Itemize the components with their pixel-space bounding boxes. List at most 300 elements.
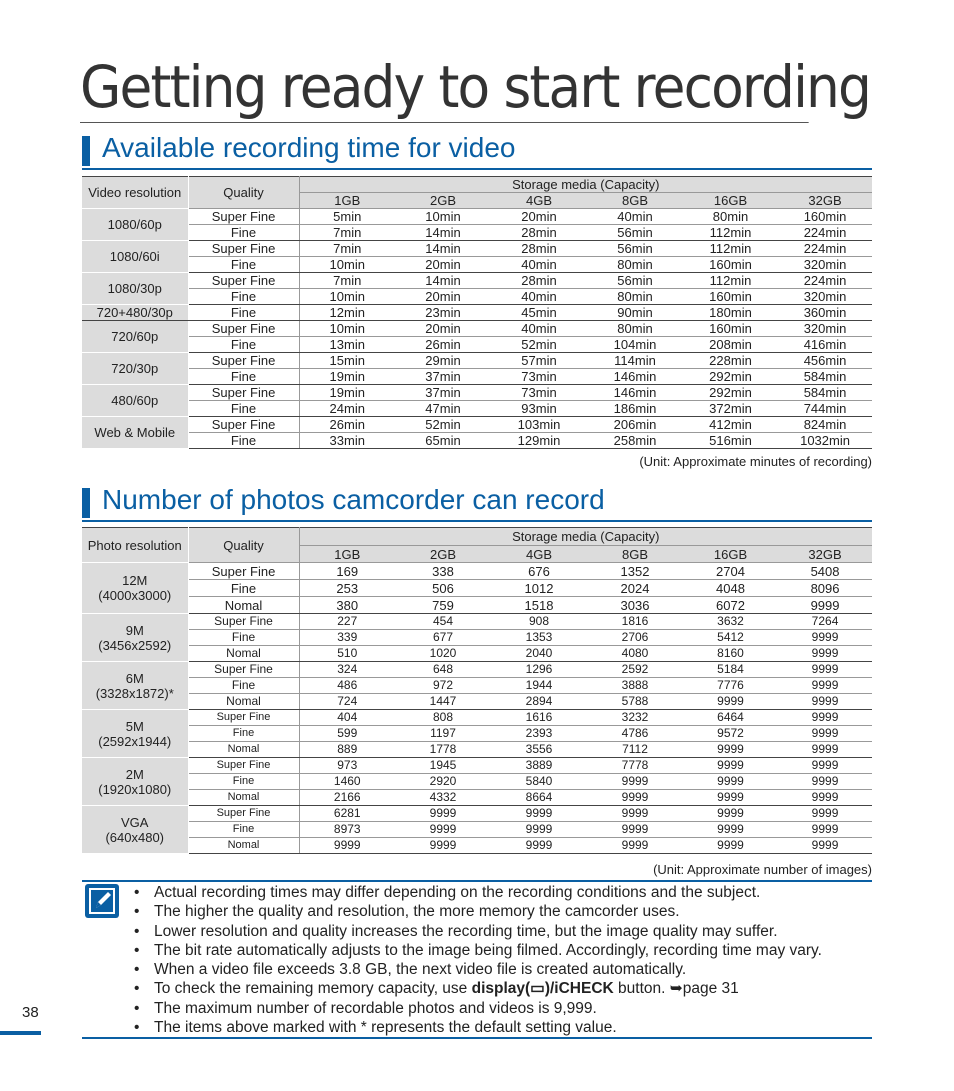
resolution-cell [82,241,188,273]
value-cell: 2894 [491,694,587,710]
resolution-label: 5M [125,718,144,734]
value-cell: 292min [683,369,778,385]
value-cell: 180min [683,305,778,321]
value-cell: 224min [778,273,872,289]
quality-cell: Fine [188,289,299,305]
quality-cell: Super Fine [188,353,299,369]
col-header-capacity: 8GB [587,546,683,563]
value-cell: 486 [299,678,395,694]
quality-cell: Fine [188,678,299,694]
value-cell: 160min [683,257,778,273]
value-cell: 9999 [778,726,872,742]
page-reference: button. ➥page 31 [613,980,739,998]
table-row [82,822,872,838]
table-row [82,257,872,273]
table-row [82,758,872,774]
value-cell: 9999 [683,822,778,838]
table-row [82,678,872,694]
quality-cell: Fine [188,369,299,385]
resolution-dimensions: (3456x2592) [98,637,172,653]
value-cell: 112min [683,225,778,241]
notes-list [132,883,872,1037]
value-cell: 20min [491,209,587,225]
resolution-label: 12M [122,573,148,588]
memory-note-text: To check the remaining memory capacity, use [154,980,472,998]
value-cell: 4080 [587,646,683,662]
value-cell: 9999 [778,678,872,694]
value-cell: 9999 [683,742,778,758]
video-section-heading [82,134,872,170]
value-cell: 14min [395,241,491,257]
value-cell: 324 [299,662,395,678]
resolution-dimensions: (2592x1944) [98,733,172,749]
value-cell: 186min [587,401,683,417]
value-cell: 40min [491,321,587,337]
table-row [82,225,872,241]
value-cell: 7112 [587,742,683,758]
resolution-label: 720/30p [111,361,159,376]
value-cell: 1032min [778,433,872,449]
value-cell: 9999 [587,806,683,822]
table-row [82,597,872,614]
quality-cell: Super Fine [188,710,299,726]
table-row [82,774,872,790]
value-cell: 648 [395,662,491,678]
value-cell: 9999 [683,758,778,774]
value-cell: 7776 [683,678,778,694]
value-cell: 8973 [299,822,395,838]
resolution-cell [82,563,188,614]
value-cell: 90min [587,305,683,321]
quality-cell: Fine [188,630,299,646]
value-cell: 224min [778,241,872,257]
value-cell: 4786 [587,726,683,742]
value-cell: 5408 [778,563,872,580]
resolution-label: Web & Mobile [94,425,176,440]
value-cell: 112min [683,241,778,257]
value-cell: 3036 [587,597,683,614]
col-header-capacity: 32GB [778,193,872,209]
video-unit-note: (Unit: Approximate minutes of recording) [639,454,872,469]
quality-cell: Nomal [188,646,299,662]
value-cell: 2040 [491,646,587,662]
col-header-capacity: 16GB [683,193,778,209]
resolution-cell [82,758,188,806]
value-cell: 9572 [683,726,778,742]
value-cell: 4048 [683,580,778,597]
value-cell: 206min [587,417,683,433]
value-cell: 3889 [491,758,587,774]
quality-cell: Fine [188,774,299,790]
value-cell: 10min [395,209,491,225]
value-cell: 2706 [587,630,683,646]
value-cell: 57min [491,353,587,369]
value-cell: 320min [778,289,872,305]
table-row [82,401,872,417]
value-cell: 677 [395,630,491,646]
photo-section-heading [82,486,872,522]
quality-cell: Super Fine [188,273,299,289]
resolution-label: 2M [125,766,144,782]
value-cell: 908 [491,614,587,630]
value-cell: 56min [587,225,683,241]
quality-cell: Nomal [188,742,299,758]
value-cell: 584min [778,369,872,385]
value-cell: 320min [778,257,872,273]
value-cell: 454 [395,614,491,630]
table-row [82,646,872,662]
value-cell: 6464 [683,710,778,726]
note-item: • The maximum number of recordable photos and videos is 9,999. [132,999,872,1018]
note-pencil-icon [85,884,119,918]
quality-cell: Super Fine [188,385,299,401]
value-cell: 93min [491,401,587,417]
value-cell: 9999 [778,597,872,614]
resolution-cell [82,385,188,417]
value-cell: 24min [299,401,395,417]
col-header-capacity: 8GB [587,193,683,209]
table-row [82,433,872,449]
value-cell: 56min [587,241,683,257]
photo-count-table [82,527,872,854]
resolution-label: 6M [125,670,144,686]
value-cell: 103min [491,417,587,433]
value-cell: 360min [778,305,872,321]
value-cell: 29min [395,353,491,369]
value-cell: 292min [683,385,778,401]
value-cell: 2704 [683,563,778,580]
photo-heading-text: Number of photos camcorder can record [102,484,605,515]
value-cell: 676 [491,563,587,580]
resolution-label: 720+480/30p [96,305,173,320]
quality-cell: Nomal [188,790,299,806]
value-cell: 404 [299,710,395,726]
header-row [82,528,872,546]
value-cell: 9999 [778,822,872,838]
value-cell: 1778 [395,742,491,758]
resolution-cell [82,614,188,662]
video-recording-time-table [82,176,872,449]
quality-cell: Nomal [188,838,299,854]
table-row [82,241,872,257]
table-row [82,694,872,710]
col-header-storage: Storage media (Capacity) [299,528,872,546]
value-cell: 1460 [299,774,395,790]
value-cell: 759 [395,597,491,614]
resolution-label: 1080/30p [107,281,162,296]
value-cell: 104min [587,337,683,353]
col-header-capacity: 2GB [395,546,491,563]
value-cell: 9999 [778,774,872,790]
value-cell: 9999 [778,790,872,806]
value-cell: 9999 [778,758,872,774]
value-cell: 28min [491,273,587,289]
value-cell: 169 [299,563,395,580]
resolution-label: 1080/60i [109,249,160,264]
value-cell: 2166 [299,790,395,806]
value-cell: 9999 [395,838,491,854]
quality-cell: Fine [188,822,299,838]
value-cell: 9999 [299,838,395,854]
value-cell: 14min [395,273,491,289]
value-cell: 23min [395,305,491,321]
value-cell: 972 [395,678,491,694]
resolution-cell [82,209,188,241]
value-cell: 20min [395,257,491,273]
value-cell: 1518 [491,597,587,614]
value-cell: 9999 [587,838,683,854]
note-divider-top [82,880,872,882]
resolution-cell [82,662,188,710]
value-cell: 506 [395,580,491,597]
value-cell: 2393 [491,726,587,742]
resolution-label: 9M [125,622,144,638]
display-icheck-button-label: display(▭)/iCHECK [471,980,614,998]
table-row [82,563,872,580]
value-cell: 1020 [395,646,491,662]
value-cell: 339 [299,630,395,646]
video-heading-text: Available recording time for video [102,132,516,163]
value-cell: 37min [395,385,491,401]
value-cell: 9999 [491,806,587,822]
col-header-capacity: 32GB [778,546,872,563]
quality-cell: Fine [188,225,299,241]
value-cell: 40min [587,209,683,225]
value-cell: 5412 [683,630,778,646]
quality-cell: Super Fine [188,209,299,225]
note-item: • The higher the quality and resolution, the more memory the camcorder uses. [132,902,872,921]
value-cell: 9999 [778,646,872,662]
value-cell: 12min [299,305,395,321]
col-header-capacity: 4GB [491,193,587,209]
col-header-capacity: 16GB [683,546,778,563]
table-row [82,417,872,433]
quality-cell: Super Fine [188,758,299,774]
page-number-bar [0,1031,41,1035]
value-cell: 3556 [491,742,587,758]
resolution-cell [82,273,188,305]
value-cell: 56min [587,273,683,289]
heading-bar [82,136,90,166]
quality-cell: Fine [188,401,299,417]
col-header-storage: Storage media (Capacity) [299,177,872,193]
col-header-quality: Quality [188,177,299,209]
value-cell: 8664 [491,790,587,806]
page-title: Getting ready to start recording [80,53,871,121]
value-cell: 146min [587,385,683,401]
value-cell: 724 [299,694,395,710]
value-cell: 372min [683,401,778,417]
value-cell: 7min [299,225,395,241]
value-cell: 2024 [587,580,683,597]
resolution-cell [82,353,188,385]
value-cell: 4332 [395,790,491,806]
value-cell: 129min [491,433,587,449]
note-item: • The bit rate automatically adjusts to the image being filmed. Accordingly, recording time may vary. [132,941,872,960]
value-cell: 228min [683,353,778,369]
col-header-capacity: 1GB [299,546,395,563]
value-cell: 28min [491,225,587,241]
value-cell: 9999 [683,838,778,854]
resolution-label: 1080/60p [107,217,162,232]
value-cell: 889 [299,742,395,758]
value-cell: 160min [683,321,778,337]
note-divider-bottom [82,1037,872,1039]
note-item: • When a video file exceeds 3.8 GB, the next video file is created automatically. [132,960,872,979]
value-cell: 9999 [778,662,872,678]
quality-cell: Fine [188,305,299,321]
value-cell: 15min [299,353,395,369]
value-cell: 20min [395,289,491,305]
value-cell: 5840 [491,774,587,790]
value-cell: 320min [778,321,872,337]
col-header-resolution: Video resolution [82,177,188,209]
value-cell: 338 [395,563,491,580]
resolution-cell [82,417,188,449]
quality-cell: Fine [188,580,299,597]
resolution-label: VGA [121,814,149,830]
value-cell: 1944 [491,678,587,694]
value-cell: 9999 [683,806,778,822]
value-cell: 9999 [778,806,872,822]
value-cell: 9999 [587,774,683,790]
table-row [82,726,872,742]
value-cell: 416min [778,337,872,353]
value-cell: 5184 [683,662,778,678]
value-cell: 7264 [778,614,872,630]
value-cell: 9999 [491,838,587,854]
quality-cell: Super Fine [188,241,299,257]
table-row [82,385,872,401]
value-cell: 1296 [491,662,587,678]
value-cell: 227 [299,614,395,630]
value-cell: 3888 [587,678,683,694]
value-cell: 9999 [395,806,491,822]
value-cell: 19min [299,385,395,401]
photo-unit-note: (Unit: Approximate number of images) [653,862,872,877]
value-cell: 52min [395,417,491,433]
value-cell: 9999 [587,790,683,806]
table-row [82,580,872,597]
value-cell: 9999 [683,694,778,710]
value-cell: 114min [587,353,683,369]
value-cell: 208min [683,337,778,353]
value-cell: 6281 [299,806,395,822]
note-item: • The items above marked with * represents the default setting value. [132,1018,872,1037]
value-cell: 73min [491,385,587,401]
value-cell: 456min [778,353,872,369]
value-cell: 6072 [683,597,778,614]
resolution-cell [82,305,188,321]
table-row [82,806,872,822]
value-cell: 73min [491,369,587,385]
value-cell: 412min [683,417,778,433]
value-cell: 744min [778,401,872,417]
value-cell: 1352 [587,563,683,580]
value-cell: 2920 [395,774,491,790]
quality-cell: Fine [188,726,299,742]
value-cell: 5min [299,209,395,225]
quality-cell: Nomal [188,597,299,614]
table-row [82,790,872,806]
value-cell: 599 [299,726,395,742]
value-cell: 65min [395,433,491,449]
value-cell: 10min [299,257,395,273]
resolution-label: 720/60p [111,329,159,344]
quality-cell: Fine [188,337,299,353]
value-cell: 160min [778,209,872,225]
table-row [82,369,872,385]
quality-cell: Super Fine [188,563,299,580]
value-cell: 516min [683,433,778,449]
value-cell: 28min [491,241,587,257]
resolution-cell [82,321,188,353]
resolution-label: 480/60p [111,393,159,408]
value-cell: 9999 [778,630,872,646]
value-cell: 26min [299,417,395,433]
value-cell: 9999 [778,742,872,758]
value-cell: 10min [299,321,395,337]
value-cell: 510 [299,646,395,662]
value-cell: 33min [299,433,395,449]
value-cell: 112min [683,273,778,289]
value-cell: 3232 [587,710,683,726]
quality-cell: Super Fine [188,417,299,433]
header-row [82,177,872,193]
value-cell: 14min [395,225,491,241]
quality-cell: Super Fine [188,662,299,678]
value-cell: 1616 [491,710,587,726]
value-cell: 1945 [395,758,491,774]
value-cell: 1447 [395,694,491,710]
page-number: 38 [22,1004,39,1021]
value-cell: 1353 [491,630,587,646]
value-cell: 52min [491,337,587,353]
value-cell: 9999 [395,822,491,838]
value-cell: 380 [299,597,395,614]
value-cell: 26min [395,337,491,353]
value-cell: 224min [778,225,872,241]
value-cell: 19min [299,369,395,385]
note-item: • Actual recording times may differ depending on the recording conditions and the subject. [132,883,872,902]
value-cell: 5788 [587,694,683,710]
table-row [82,630,872,646]
value-cell: 584min [778,385,872,401]
value-cell: 40min [491,257,587,273]
quality-cell: Fine [188,257,299,273]
resolution-dimensions: (1920x1080) [98,781,172,797]
value-cell: 45min [491,305,587,321]
value-cell: 146min [587,369,683,385]
value-cell: 7778 [587,758,683,774]
value-cell: 8160 [683,646,778,662]
value-cell: 47min [395,401,491,417]
value-cell: 80min [587,289,683,305]
value-cell: 80min [683,209,778,225]
value-cell: 258min [587,433,683,449]
value-cell: 9999 [491,822,587,838]
value-cell: 9999 [683,774,778,790]
value-cell: 9999 [683,790,778,806]
value-cell: 1816 [587,614,683,630]
col-header-capacity: 2GB [395,193,491,209]
col-header-capacity: 1GB [299,193,395,209]
value-cell: 824min [778,417,872,433]
value-cell: 40min [491,289,587,305]
quality-cell: Super Fine [188,321,299,337]
value-cell: 13min [299,337,395,353]
value-cell: 1197 [395,726,491,742]
